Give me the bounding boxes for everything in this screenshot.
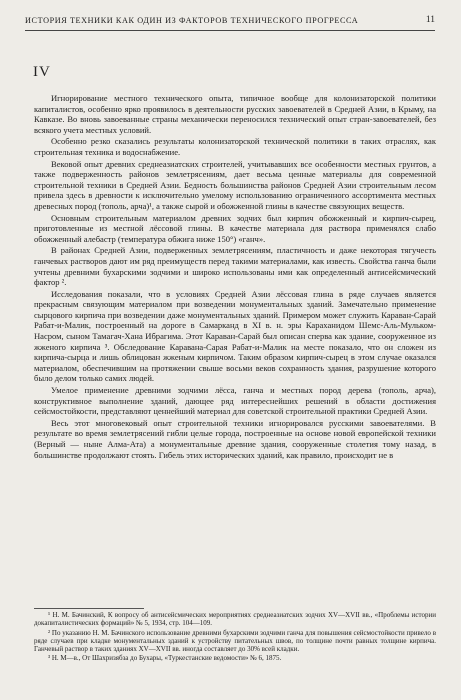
- footnote: ² По указанию Н. М. Бачинского использование древними бухарскими зодчими ганча для повышения сейсмостойкости привело в ряде случаев при кладке монументальных зданий к устройству питательных швов, по толщине почти равных толщине кирпича. Ганчевый раствор в таких зданиях XV—XVII вв. иногда составляет до 30% всей кладки.: [34, 628, 436, 654]
- footnote: ¹ Н. М. Бачинский, К вопросу об антисейсмических мероприятиях среднеазиатских зодчих XV—XVII вв., «Проблемы истории докапиталистических формаций» № 5, 1934, стр. 104—109.: [34, 611, 436, 628]
- paragraph: Весь этот многовековый опыт строительной техники игнорировался русскими завоевателями. В результате во время землетрясений гибли целые города, построенные на основе новой европейской техники (Верный — ныне Алма-Ата) а монументальные древние здания, сооруженные столетия тому назад, в большинстве продолжают стоять. Гибель этих исторических зданий, как правило, происходит не в: [34, 417, 436, 460]
- body-text: [34, 93, 436, 461]
- running-header-title: ИСТОРИЯ ТЕХНИКИ КАК ОДИН ИЗ ФАКТОРОВ ТЕХНИЧЕСКОГО ПРОГРЕССА: [25, 16, 359, 25]
- paragraph: В районах Средней Азии, подверженных землетрясениям, пластичность и даже некоторая тягучесть ганчевых растворов дают им ряд преимуществ перед такими материалами, как известь. Свойства ганча были учтены древними бухарскими зодчими и широко использованы ими как определенный антисейсмический фактор ².: [34, 245, 436, 288]
- paragraph: Особенно резко сказались результаты колонизаторской технической политики в таких отраслях, как строительная техника и водоснабжение.: [34, 136, 436, 157]
- paragraph: Основным строительным материалом древних зодчих был кирпич обожженный и кирпич-сырец, приготовленные из местной лёссовой глины. В качестве материала для раствора применялся слабо обожженный алебастр (температура обжига ниже 150°) «ганч».: [34, 212, 436, 244]
- header-rule: [25, 30, 435, 31]
- footnote-rule: [34, 608, 144, 609]
- paragraph: Игнорирование местного технического опыта, типичное вообще для колонизаторской политики капиталистов, особенно ярко проявилось в деятельности русских завоевателей в Средней Азии, в Крыму, на Кавказе. Во вновь завоеванные страны механически переносился технический опыт стран-завоевателей, без всякого учета местных условий.: [34, 93, 436, 135]
- running-header: [25, 14, 435, 30]
- footnotes: [34, 611, 436, 664]
- footnote: ³ Н. М—в., От Шахризябза до Бухары, «Туркестанские ведомости» № 6, 1875.: [48, 654, 282, 663]
- page-number: 11: [425, 15, 435, 25]
- paragraph: Исследования показали, что в условиях Средней Азии лёссовая глина в ряде случаев является прекрасным связующим материалом при возведении монументальных зданий. Замечательно применение сырцового кирпича при возведении даже монументальных зданий. Примером может служить Караван-Сарай Рабат-и-Малик, построенный на дороге в Самарканд в XI в. н. эры Караханидом Шемс-Аль-Мульком-Насром, сыном Тамагач-Хана Ибрагима. Этот Караван-Сарай был описан сперва как здание, сооруженное из жженого кирпича ³. Обследование Каравана-Сарая Рабат-и-Малик на месте показало, что он сложен из кирпича-сырца и лишь облицован жженым кирпичом. Таким образом кирпич-сырец в этом случае оказался материалом, обеспечившим на протяжении свыше восьми веков сохранность здания, разрушение которого было делом только самих людей.: [34, 288, 436, 384]
- section-number: IV: [33, 64, 51, 80]
- paragraph: Умелое применение древними зодчими лёсса, ганча и местных пород дерева (тополь, арча), конструктивное выполнение зданий, дающее ряд интереснейших решений в области достижения сейсмостойкости, представляют ценнейший материал для советской строительной практики Средней Азии.: [34, 385, 436, 417]
- paragraph: Вековой опыт древних среднеазиатских строителей, учитывавших все особенности местных грунтов, а также подверженность районов землетрясениям, дает весьма ценные материалы для современной строительной техники в Средней Азии. Бедность большинства районов Средней Азии строительным лесом привела здесь в древности к исключительно умелому использованию ограниченного ассортимента местных древесных пород (тополь, арча)¹, а также сырой и обожженной глины в качестве связующих веществ.: [34, 158, 436, 211]
